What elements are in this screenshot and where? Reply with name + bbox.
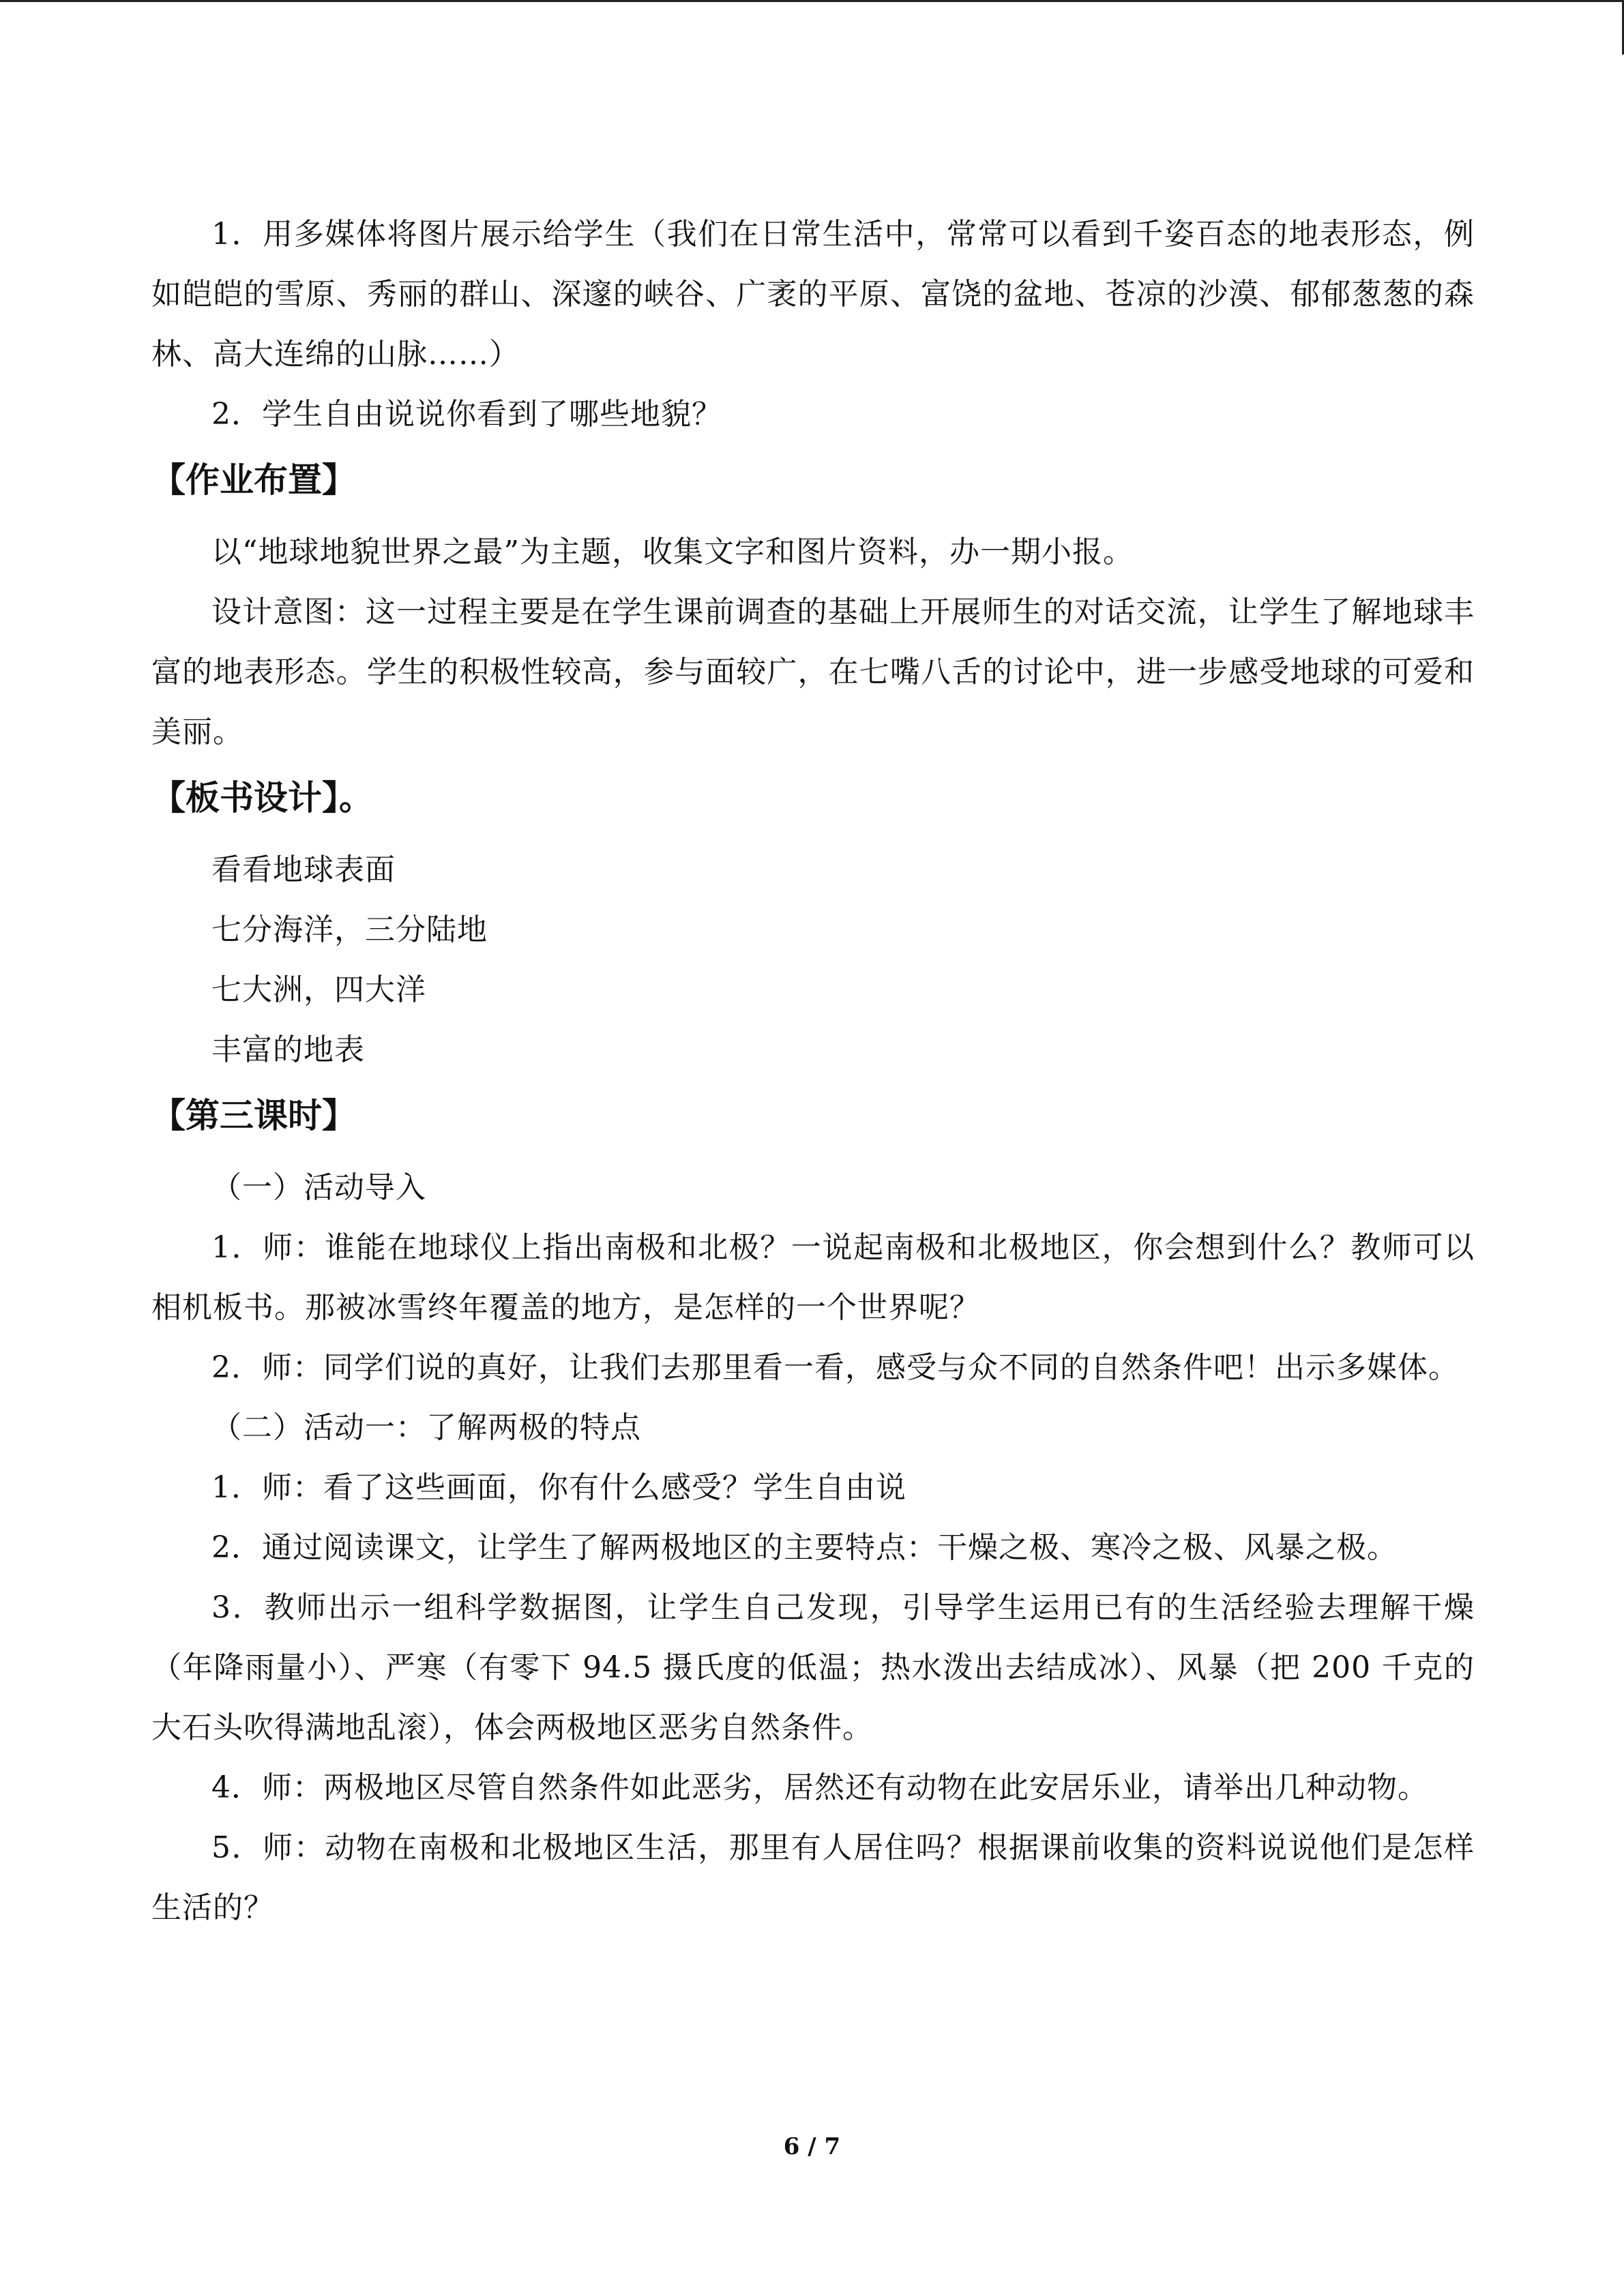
homework-heading: 【作业布置】 <box>151 460 356 500</box>
lesson3-paragraph-4: （二）活动一：了解两极的特点 <box>211 1410 641 1445</box>
board-line-1: 看看地球表面 <box>211 852 396 887</box>
board-line-4: 丰富的地表 <box>211 1032 365 1067</box>
lesson3-heading: 【第三课时】 <box>151 1096 356 1135</box>
lesson3-paragraph-9: 5．师：动物在南极和北极地区生活，那里有人居住吗？根据课前收集的资料说说他们是怎样生活的？ <box>151 1830 1475 1925</box>
lesson3-paragraph-5: 1．师：看了这些画面，你有什么感受？学生自由说 <box>211 1470 906 1505</box>
board-line-3: 七大洲，四大洋 <box>211 972 426 1007</box>
lesson3-paragraph-3: 2．师：同学们说的真好，让我们去那里看一看，感受与众不同的自然条件吧！出示多媒体。 <box>211 1350 1459 1385</box>
board-line-2: 七分海洋，三分陆地 <box>211 912 488 947</box>
lesson3-paragraph-6: 2．通过阅读课文，让学生了解两极地区的主要特点：干燥之极、寒冷之极、风暴之极。 <box>211 1530 1398 1565</box>
lesson3-paragraph-8: 4．师：两极地区尽管自然条件如此恶劣，居然还有动物在此安居乐业，请举出几种动物。 <box>211 1770 1428 1805</box>
document-body <box>151 205 1475 1938</box>
lesson3-paragraph-1: （一）活动导入 <box>211 1170 426 1205</box>
lesson3-paragraph-2: 1．师：谁能在地球仪上指出南极和北极？一说起南极和北极地区，你会想到什么？教师可以相机板书。那被冰雪终年覆盖的地方，是怎样的一个世界呢？ <box>151 1230 1475 1325</box>
board-design-heading: 【板书设计】。 <box>151 778 373 818</box>
homework-paragraph-2: 设计意图：这一过程主要是在学生课前调查的基础上开展师生的对话交流，让学生了解地球丰富的地表形态。学生的积极性较高，参与面较广，在七嘴八舌的讨论中，进一步感受地球的可爱和美丽。 <box>151 595 1475 749</box>
page-number: 6 / 7 <box>783 2133 841 2160</box>
homework-paragraph-1: 以“地球地貌世界之最”为主题，收集文字和图片资料，办一期小报。 <box>211 535 1134 569</box>
intro-paragraph-2: 2．学生自由说说你看到了哪些地貌？ <box>211 397 722 432</box>
top-border-line <box>0 0 1624 2</box>
intro-paragraph-1: 1．用多媒体将图片展示给学生（我们在日常生活中，常常可以看到千姿百态的地表形态，例如皑皑的雪原、秀丽的群山、深邃的峡谷、广袤的平原、富饶的盆地、苍凉的沙漠、郁郁葱葱的森林、高大连绵的山脉……） <box>151 217 1475 372</box>
lesson3-paragraph-7: 3．教师出示一组科学数据图，让学生自己发现，引导学生运用已有的生活经验去理解干燥（年降雨量小）、严寒（有零下 94.5 摄氏度的低温；热水泼出去结成冰）、风暴（把 200 千克的大石头吹得满地乱滚），体会两极地区恶劣自然条件。 <box>151 1590 1475 1745</box>
